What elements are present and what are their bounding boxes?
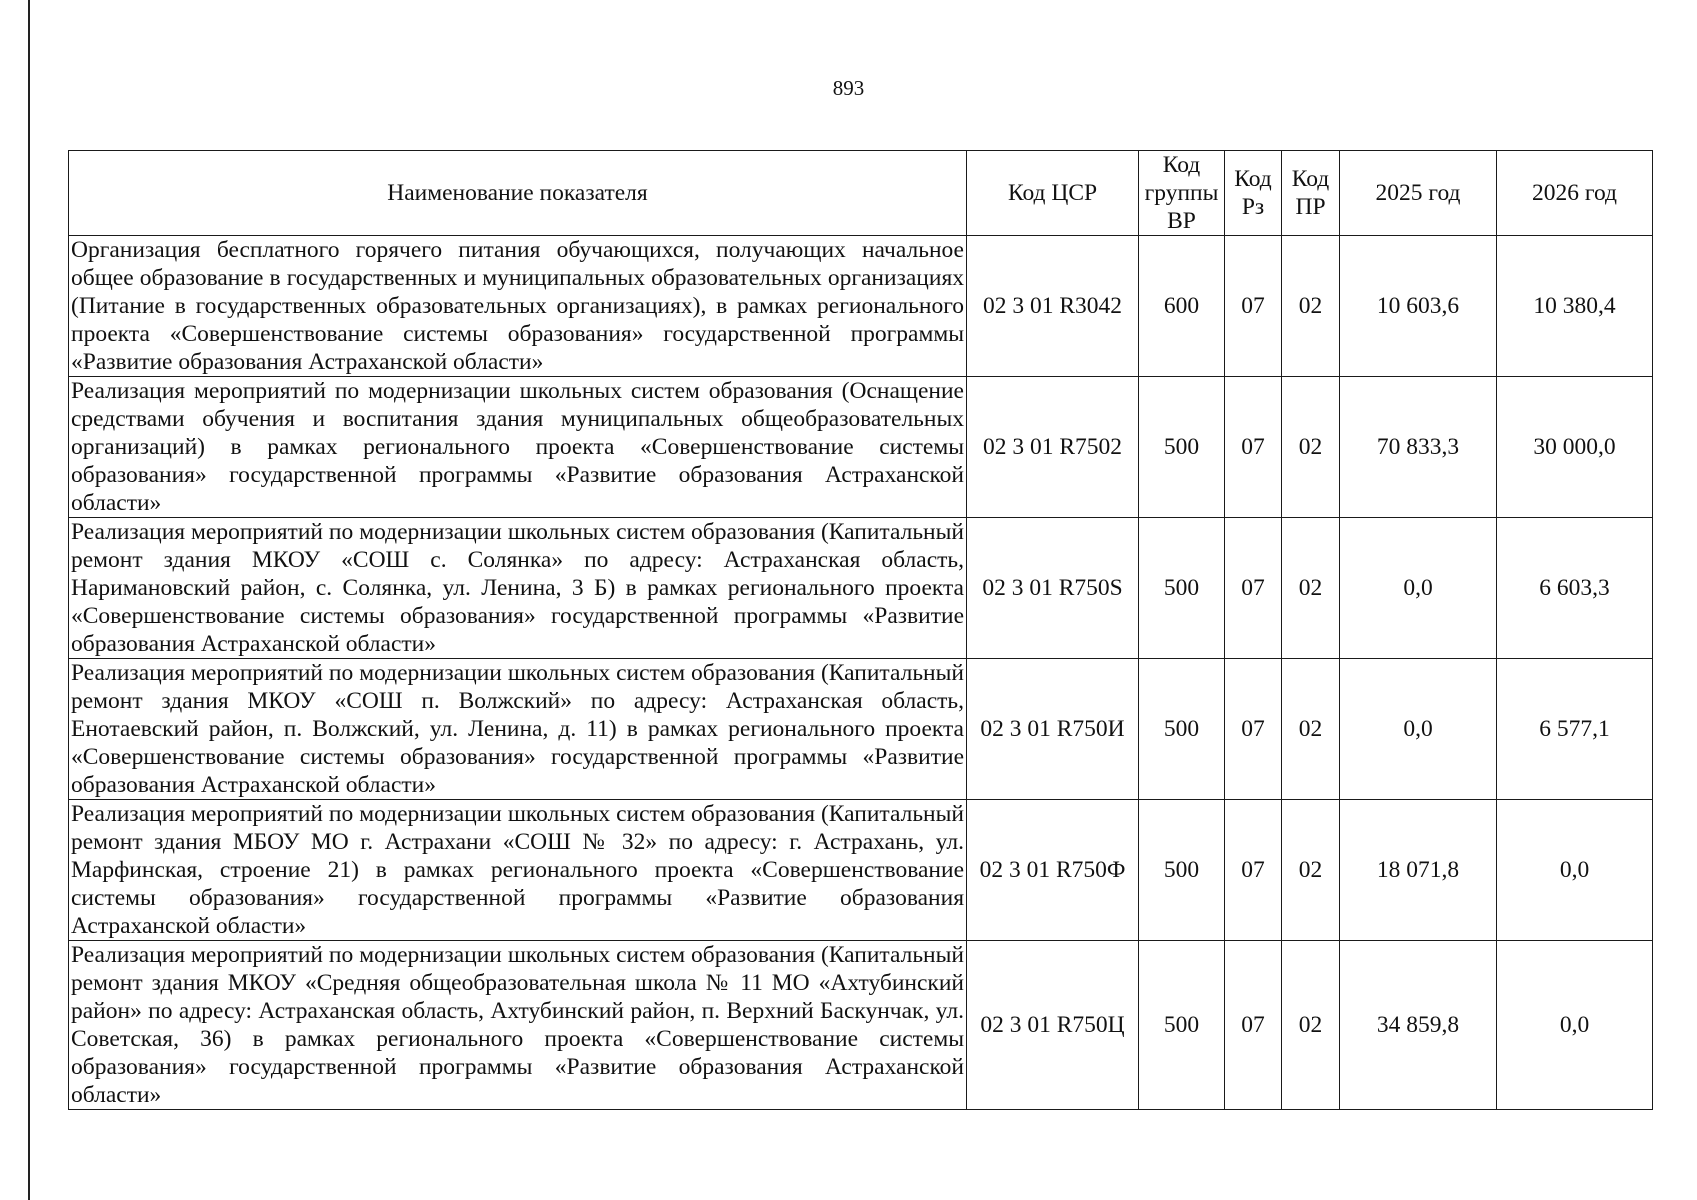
row-amount-2025: 10 603,6 xyxy=(1340,236,1497,377)
row-pr-code: 02 xyxy=(1282,236,1340,377)
row-pr-code: 02 xyxy=(1282,659,1340,800)
table-row xyxy=(69,377,1653,518)
header-row xyxy=(69,151,1653,236)
row-amount-2026: 0,0 xyxy=(1497,941,1653,1110)
row-rz-code: 07 xyxy=(1225,236,1282,377)
row-rz-code: 07 xyxy=(1225,941,1282,1110)
header-rz-code: Код Рз xyxy=(1225,151,1282,236)
table-row xyxy=(69,236,1653,377)
row-vr-code: 500 xyxy=(1139,800,1225,941)
table-row xyxy=(69,518,1653,659)
row-amount-2025: 70 833,3 xyxy=(1340,377,1497,518)
row-name: Реализация мероприятий по модернизации школьных систем образования (Капитальный ремонт здания МБОУ МО г. Астрахани «СОШ № 32» по адресу: г. Астрахань, ул. Марфинская, строение 21) в рамках регионального проекта «Совершенствование системы образования» государственной программы «Развитие образования Астраханской области» xyxy=(69,800,967,941)
row-name: Реализация мероприятий по модернизации школьных систем образования (Оснащение средствами обучения и воспитания здания муниципальных общеобразовательных организаций) в рамках регионального проекта «Совершенствование системы образования» государственной программы «Развитие образования Астраханской области» xyxy=(69,377,967,518)
table-header xyxy=(69,151,1653,236)
row-amount-2025: 0,0 xyxy=(1340,659,1497,800)
row-rz-code: 07 xyxy=(1225,377,1282,518)
row-name: Реализация мероприятий по модернизации школьных систем образования (Капитальный ремонт здания МКОУ «Средняя общеобразовательная школа № 11 МО «Ахтубинский район» по адресу: Астраханская область, Ахтубинский район, п. Верхний Баскунчак, ул. Советская, 36) в рамках регионального проекта «Совершенствование системы образования» государственной программы «Развитие образования Астраханской области» xyxy=(69,941,967,1110)
header-name: Наименование показателя xyxy=(69,151,967,236)
table-body xyxy=(69,236,1653,1110)
row-rz-code: 07 xyxy=(1225,659,1282,800)
row-amount-2026: 0,0 xyxy=(1497,800,1653,941)
header-vr-group-code: Код группы ВР xyxy=(1139,151,1225,236)
row-vr-code: 500 xyxy=(1139,659,1225,800)
row-vr-code: 600 xyxy=(1139,236,1225,377)
page-number: 893 xyxy=(832,76,865,100)
row-pr-code: 02 xyxy=(1282,518,1340,659)
row-rz-code: 07 xyxy=(1225,518,1282,659)
row-csr-code: 02 3 01 R750Ф xyxy=(967,800,1139,941)
row-amount-2025: 0,0 xyxy=(1340,518,1497,659)
row-rz-code: 07 xyxy=(1225,800,1282,941)
header-csr-code: Код ЦСР xyxy=(967,151,1139,236)
table-row xyxy=(69,659,1653,800)
row-csr-code: 02 3 01 R3042 xyxy=(967,236,1139,377)
header-year-2025: 2025 год xyxy=(1340,151,1497,236)
row-pr-code: 02 xyxy=(1282,941,1340,1110)
header-pr-code: Код ПР xyxy=(1282,151,1340,236)
row-name: Организация бесплатного горячего питания обучающихся, получающих начальное общее образование в государственных и муниципальных образовательных организациях (Питание в государственных образовательных организациях), в рамках регионального проекта «Совершенствование системы образования» государственной программы «Развитие образования Астраханской области» xyxy=(69,236,967,377)
binding-margin-line xyxy=(28,0,30,1200)
row-csr-code: 02 3 01 R750Ц xyxy=(967,941,1139,1110)
row-amount-2026: 6 577,1 xyxy=(1497,659,1653,800)
row-name: Реализация мероприятий по модернизации школьных систем образования (Капитальный ремонт здания МКОУ «СОШ с. Солянка» по адресу: Астраханская область, Наримановский район, с. Солянка, ул. Ленина, 3 Б) в рамках регионального проекта «Совершенствование системы образования» государственной программы «Развитие образования Астраханской области» xyxy=(69,518,967,659)
table-row xyxy=(69,941,1653,1110)
row-amount-2025: 34 859,8 xyxy=(1340,941,1497,1110)
row-vr-code: 500 xyxy=(1139,377,1225,518)
table-row xyxy=(69,800,1653,941)
header-year-2026: 2026 год xyxy=(1497,151,1653,236)
row-amount-2026: 10 380,4 xyxy=(1497,236,1653,377)
budget-table xyxy=(68,150,1653,1110)
row-pr-code: 02 xyxy=(1282,377,1340,518)
row-name: Реализация мероприятий по модернизации школьных систем образования (Капитальный ремонт здания МКОУ «СОШ п. Волжский» по адресу: Астраханская область, Енотаевский район, п. Волжский, ул. Ленина, д. 11) в рамках регионального проекта «Совершенствование системы образования» государственной программы «Развитие образования Астраханской области» xyxy=(69,659,967,800)
row-csr-code: 02 3 01 R7502 xyxy=(967,377,1139,518)
row-vr-code: 500 xyxy=(1139,518,1225,659)
row-amount-2026: 30 000,0 xyxy=(1497,377,1653,518)
row-csr-code: 02 3 01 R750S xyxy=(967,518,1139,659)
row-vr-code: 500 xyxy=(1139,941,1225,1110)
row-pr-code: 02 xyxy=(1282,800,1340,941)
row-amount-2025: 18 071,8 xyxy=(1340,800,1497,941)
row-amount-2026: 6 603,3 xyxy=(1497,518,1653,659)
row-csr-code: 02 3 01 R750И xyxy=(967,659,1139,800)
